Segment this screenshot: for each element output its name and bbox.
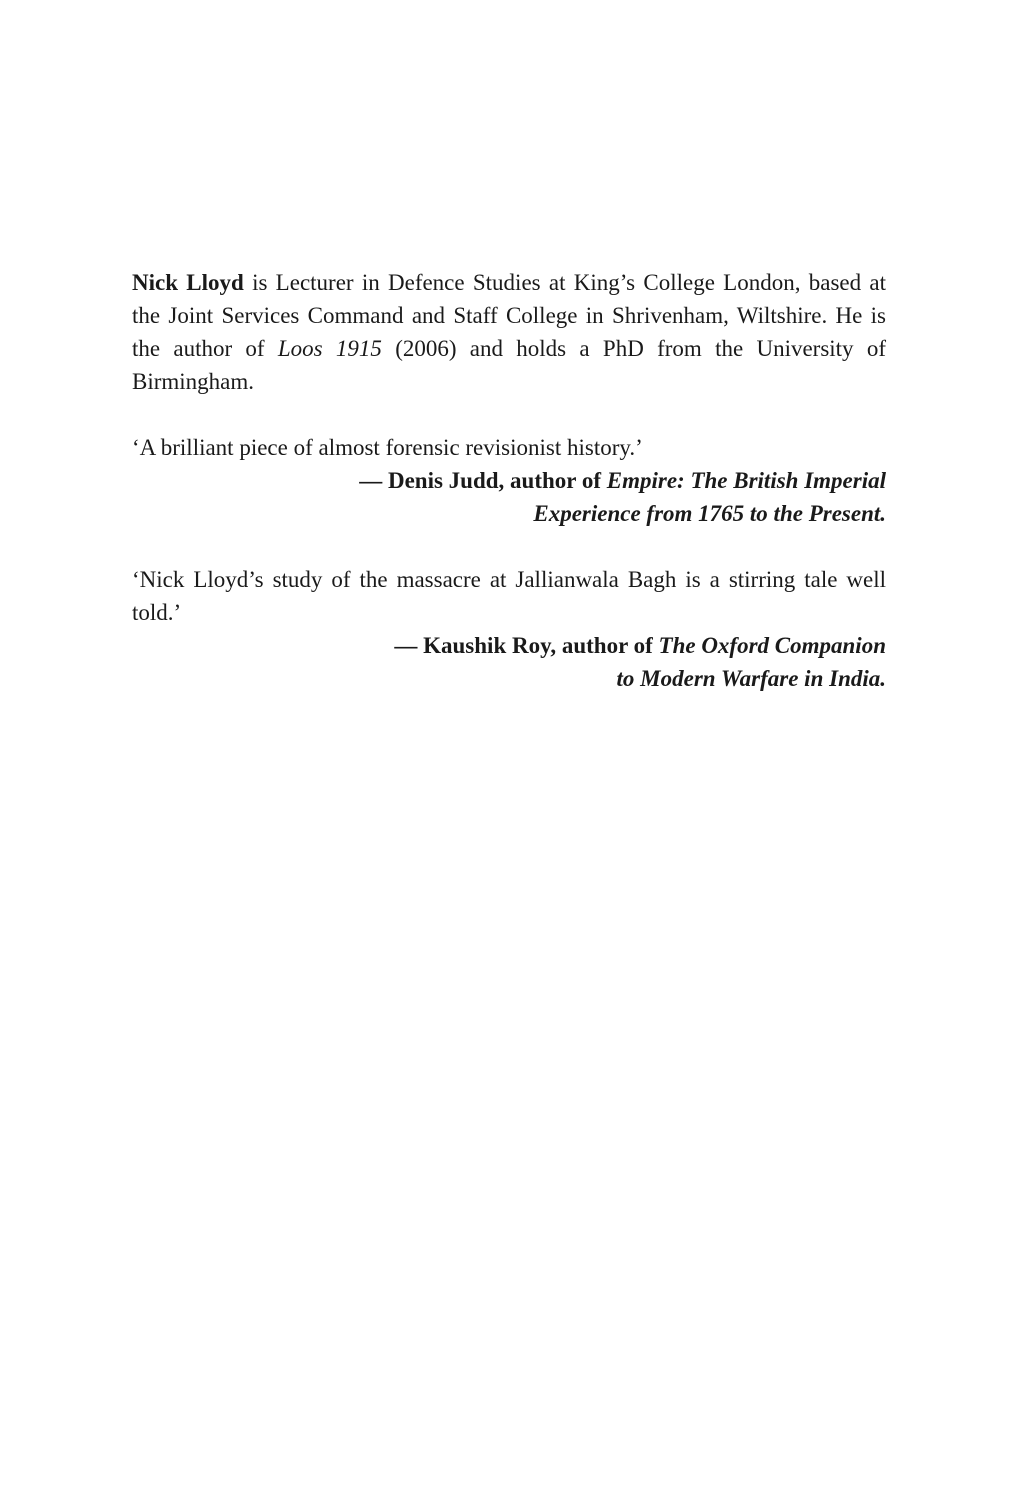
endorsement-quote: ‘A brilliant piece of almost forensic revisionist history.’ [132, 435, 643, 460]
page-content [132, 266, 886, 695]
endorsement-2 [132, 563, 886, 695]
bio-text-part2: (2006) and holds a PhD from the University of Birmingham. [132, 336, 887, 394]
bio-book-title: Loos 1915 [277, 336, 382, 361]
attribution-prefix: — Denis Judd, author of [359, 468, 607, 493]
endorsement-1 [132, 431, 886, 530]
endorsement-attribution [132, 629, 886, 695]
attribution-work-line1: The Oxford Companion [658, 633, 886, 658]
attribution-work-line2: Experience from 1765 to the Present. [533, 501, 886, 526]
attribution-prefix: — Kaushik Roy, author of [394, 633, 659, 658]
attribution-work-line2: to Modern Warfare in India. [616, 666, 886, 691]
endorsement-quote: ‘Nick Lloyd’s study of the massacre at Jallianwala Bagh is a stirring tale well told.’ [132, 567, 886, 625]
attribution-work-line1: Empire: The British Imperial [606, 468, 886, 493]
bio-text-part1: is Lecturer in Defence Studies at King’s College London, based at the Joint Services Command and Staff College in Shrivenham, Wiltshire. He is the author of [132, 270, 886, 361]
author-name: Nick Lloyd [132, 270, 244, 295]
endorsement-attribution [132, 464, 886, 530]
author-bio [132, 266, 886, 398]
